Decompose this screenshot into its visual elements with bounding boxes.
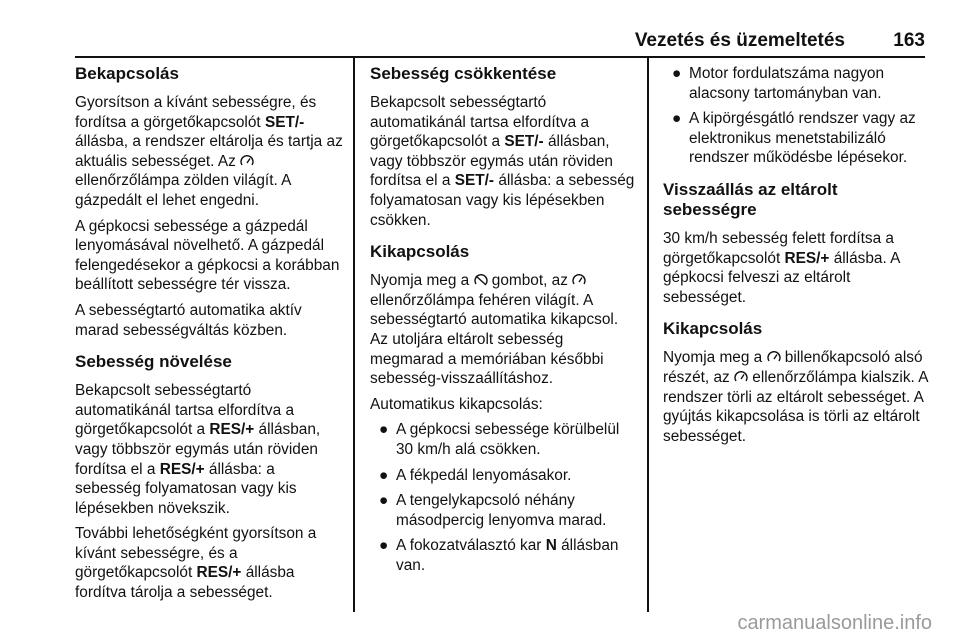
paragraph-gearshift: A sebességtartó automatika aktív marad sebességváltás közben. [75, 301, 302, 339]
paragraph-store-speed: További lehetőségként gyorsítson a kívánt sebességre, és a görgetőkapcsolót RES/+ állásba fordítva tárolja a sebességet. [75, 525, 317, 602]
heading-kikapcsolas-2: Kikapcsolás [663, 319, 763, 339]
list-item: ● A kipörgésgátló rendszer vagy az elektronikus menetstabilizáló rendszer működésbe lépésekor. [672, 110, 916, 167]
list-item: ● Motor fordulatszáma nagyon alacsony tartományban van. [672, 65, 885, 102]
paragraph-decrease: Bekapcsolt sebességtartó automatikánál tartsa elfordítva a görgetőkapcsolót a SET/- állásban, vagy többször egymás után röviden fordítsa el a SET/- állásba: a sebesség folyamatosan vagy kis lépésekben csökken. [370, 94, 635, 229]
page-header [75, 28, 925, 54]
cruise-control-icon [767, 349, 781, 361]
list-item: ● A fokozatválasztó kar N állásban van. [379, 537, 619, 574]
section-title: Vezetés és üzemeltetés [634, 30, 845, 51]
column-3 [663, 64, 933, 452]
cruise-control-icon [734, 369, 748, 381]
paragraph-resume: 30 km/h sebesség felett fordítsa a görgetőkapcsolót RES/+ állásba. A gépkocsi felveszi az eltárolt sebességet. [663, 229, 900, 306]
set-label: SET/- [264, 113, 305, 131]
cruise-cancel-icon [474, 272, 488, 284]
column-1 [75, 64, 343, 609]
watermark: carmanualsonline.info [737, 612, 932, 634]
list-item: ● A fékpedál lenyomásakor. [379, 466, 572, 484]
auto-off-list-continued [663, 64, 933, 168]
list-item: ● A tengelykapcsoló néhány másodpercig lenyomva marad. [379, 492, 607, 529]
paragraph-deactivate: Nyomja meg a gombot, az ellenőrzőlámpa fehéren világít. A sebességtartó automatika kikapcsol. Az utoljára eltárolt sebesség megmarad a memóriában későbbi sebesség-visszaállításhoz. [370, 272, 619, 388]
paragraph-switch-off: Nyomja meg a billenőkapcsoló alsó részét, az ellenőrzőlámpa kialszik. A rendszer törli az eltárolt sebességet. A gyújtás kikapcsolása is törli az eltárolt sebességet. [663, 349, 928, 445]
auto-off-list [370, 420, 635, 575]
paragraph-increase: Bekapcsolt sebességtartó automatikánál tartsa elfordítva a görgetőkapcsolót a RES/+ állásban, vagy többször egymás után röviden fordítsa el a RES/+ állásba: a sebesség folyamatosan vagy kis lépésekben növekszik. [75, 382, 321, 517]
paragraph-accelerate: A gépkocsi sebessége a gázpedál lenyomásával növelhető. A gázpedál felengedésekor a gépkocsi a korábban beállított sebességre tér vissza. [75, 217, 340, 294]
list-item: ● A gépkocsi sebessége körülbelül 30 km/h alá csökken. [379, 421, 620, 458]
column-divider-1 [353, 57, 355, 612]
header-rule [75, 56, 925, 58]
heading-sebesseg-novelese: Sebesség növelése [75, 352, 232, 372]
page-number: 163 [893, 30, 925, 51]
column-2 [370, 64, 635, 581]
heading-visszaallas: Visszaállás az eltárolt sebességre [663, 179, 838, 219]
cruise-control-icon [572, 272, 586, 284]
cruise-control-icon [240, 153, 254, 165]
heading-bekapcsolas: Bekapcsolás [75, 64, 179, 83]
column-divider-2 [647, 57, 649, 612]
heading-sebesseg-csokkentese: Sebesség csökkentése [370, 64, 557, 83]
paragraph-auto-off: Automatikus kikapcsolás: [370, 395, 543, 413]
heading-kikapcsolas: Kikapcsolás [370, 242, 470, 262]
paragraph-activate: Gyorsítson a kívánt sebességre, és fordítsa a görgetőkapcsolót SET/- állásba, a rendszer eltárolja és tartja az aktuális sebességet. Az ellenőrzőlámpa zölden világít. A gázpedált el lehet engedni. [75, 94, 343, 209]
